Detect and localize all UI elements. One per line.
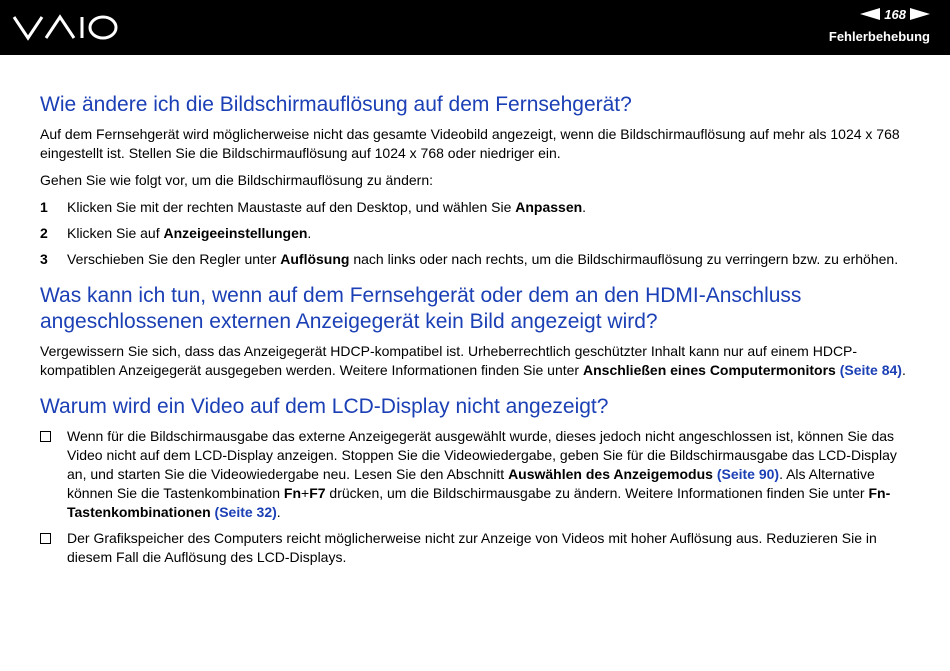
reference-bold: Anschließen eines Computermonitors (583, 362, 836, 378)
bullet-text: Wenn für die Bildschirmausgabe das externe Anzeigegerät ausgewählt wurde, dieses jedoch nicht angeschlossen ist, können Sie das Video nicht auf dem LCD-Display anzeigen. Stoppen Sie die Videowiedergabe, geben Sie für die Bildschirmausgabe das LCD-Display an, und starten Sie die Videowiedergabe neu. Lesen Sie den Abschnitt Auswählen des Anzeigemodus (Seite 90). Als Alternative können Sie die Tastenkombination Fn+F7 drücken, um die Bildschirmausgabe zu ändern. Weitere Informationen finden Sie unter Fn-Tastenkombinationen (Seite 32). (67, 428, 897, 520)
list-item (40, 529, 915, 567)
previous-page-arrow-icon[interactable] (860, 8, 880, 20)
page-navigation (860, 6, 930, 22)
checkbox-bullet-icon (40, 529, 67, 567)
step-number: 2 (40, 225, 48, 241)
list-item (40, 224, 915, 243)
step-number: 1 (40, 199, 48, 215)
header-bar (0, 0, 950, 55)
main-content (40, 92, 915, 575)
paragraph-resolution-intro: Auf dem Fernsehgerät wird möglicherweise nicht das gesamte Videobild angezeigt, wenn die Bildschirmauflösung auf mehr als 1024 x 768 eingestellt ist. Stellen Sie die Bildschirmauflösung auf 1024 x 768 oder niedriger ein. (40, 126, 900, 161)
list-item (40, 250, 915, 269)
bullet-list (40, 427, 915, 567)
vaio-logo (12, 14, 120, 42)
section-label: Fehlerbehebung (828, 29, 930, 44)
list-item (40, 427, 915, 522)
steps-list (40, 198, 915, 269)
page-link-90[interactable]: (Seite 90) (716, 466, 780, 482)
step-text: Verschieben Sie den Regler unter Auflösung nach links oder nach rechts, um die Bildschirmauflösung zu verringern bzw. zu erhöhen. (67, 251, 899, 267)
paragraph-hdcp: Vergewissern Sie sich, dass das Anzeigegerät HDCP-kompatibel ist. Urheberrechtlich geschützter Inhalt kann nur auf einem HDCP-kompatiblen Anzeigegerät ausgegeben werden. Weitere Informationen finden Sie unter Anschließen eines Computermonitors (Seite 84). (40, 343, 906, 378)
step-text: Klicken Sie auf Anzeigeeinstellungen. (67, 225, 312, 241)
heading-hdmi-no-picture: Was kann ich tun, wenn auf dem Fernsehgerät oder dem an den HDMI-Anschluss angeschlossenen externen Anzeigegerät kein Bild angezeigt wird? (40, 284, 802, 333)
page-link-32[interactable]: (Seite 32) (214, 504, 277, 520)
checkbox-bullet-icon (40, 427, 67, 522)
page-link-84[interactable]: (Seite 84) (839, 362, 902, 378)
step-number: 3 (40, 251, 48, 267)
paragraph-steps-intro: Gehen Sie wie folgt vor, um die Bildschirmauflösung zu ändern: (40, 172, 433, 188)
heading-lcd-video: Warum wird ein Video auf dem LCD-Display nicht angezeigt? (40, 395, 609, 418)
page-number: 168 (884, 6, 906, 22)
bullet-text: Der Grafikspeicher des Computers reicht möglicherweise nicht zur Anzeige von Videos mit hoher Auflösung aus. Reduzieren Sie in diesem Fall die Auflösung des LCD-Displays. (67, 530, 877, 565)
list-item (40, 198, 915, 217)
heading-resolution: Wie ändere ich die Bildschirmauflösung auf dem Fernsehgerät? (40, 93, 632, 116)
next-page-arrow-icon[interactable] (910, 8, 930, 20)
step-text: Klicken Sie mit der rechten Maustaste auf den Desktop, und wählen Sie Anpassen. (67, 199, 587, 215)
